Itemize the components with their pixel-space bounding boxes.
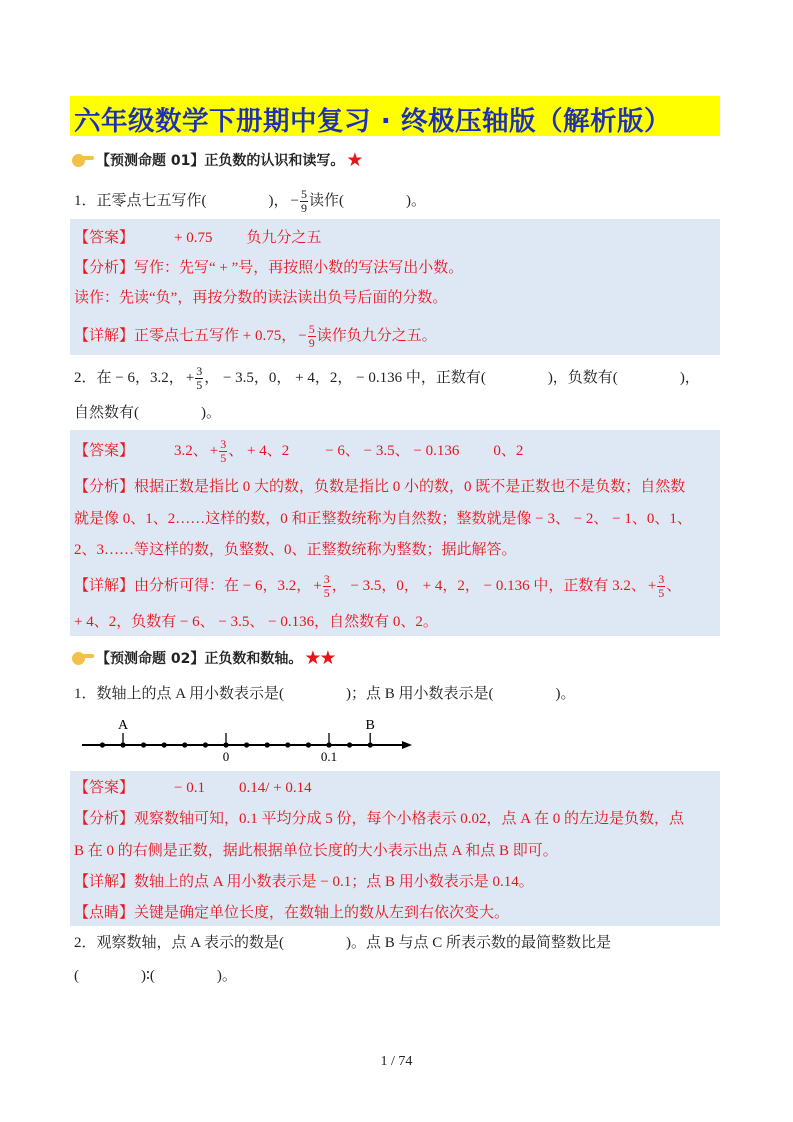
fraction-sign: +	[313, 578, 322, 594]
text: 2、3……等这样的数，负整数、0、正整数统称为整数；据此解答。	[74, 542, 517, 558]
text: + 0.75	[174, 230, 213, 246]
text: 、 + 4、2	[228, 443, 290, 459]
text: 【详解】数轴上的点 A 用小数表示是 − 0.1；点 B 用小数表示是 0.14。	[74, 874, 534, 890]
denominator: 5	[196, 377, 203, 392]
text: )。点 B 与点 C 所表示数的最简整数比是	[346, 935, 612, 951]
page-number: 1 / 74	[380, 1054, 413, 1069]
denominator: 9	[300, 200, 307, 215]
text: )∶(	[141, 968, 155, 984]
text: 1．正零点七五写作(	[74, 193, 207, 209]
star-icon: ★★	[304, 647, 335, 669]
text: 读作：先读“负”，再按分数的读法读出负号后面的分数。	[74, 290, 448, 306]
text: 、	[666, 578, 682, 594]
text: )，	[268, 193, 289, 209]
numerator: 5	[300, 186, 307, 201]
fraction-sign: −	[298, 328, 307, 344]
tick-dot	[244, 742, 249, 747]
text: )；点 B 用小数表示是(	[346, 686, 494, 702]
text: 【答案】	[74, 230, 135, 246]
text: 0.14/ + 0.14	[238, 780, 312, 796]
text: 【详解】由分析可得：在 − 6，3.2，	[74, 578, 312, 594]
text: )。	[555, 686, 576, 702]
text: 【分析】根据正数是指比 0 大的数，负数是指比 0 小的数，0 既不是正数也不是负数；自然数	[74, 479, 686, 495]
heading-text: 【预测命题 01】正负数的认识和读写。	[96, 153, 345, 169]
numerator: 5	[308, 321, 315, 336]
text: 负九分之五	[246, 230, 322, 246]
text: 自然数有(	[74, 405, 139, 421]
text: 【点睛】关键是确定单位长度，在数轴上的数从左到右依次变大。	[74, 905, 510, 921]
denominator: 5	[658, 585, 665, 600]
text: ， − 3.5，0， + 4，2， − 0.136 中，正数有(	[204, 370, 486, 386]
denominator: 5	[323, 585, 330, 600]
text: B 在 0 的右侧是正数，据此根据单位长度的大小表示出点 A 和点 B 即可。	[74, 843, 558, 859]
text: 读作(	[308, 193, 344, 209]
text: − 0.1	[174, 780, 205, 796]
tick-label: 0.1	[320, 749, 338, 764]
text: 2．观察数轴，点 A 表示的数是(	[74, 935, 285, 951]
text: 就是像 0、1、2……这样的数，0 和正整数统称为自然数；整数就是像 − 3、 − 2、 − 1、0、1、	[74, 511, 692, 527]
text: )。	[216, 968, 237, 984]
text: 1．数轴上的点 A 用小数表示是(	[74, 686, 285, 702]
tick-dot	[203, 742, 208, 747]
text: 读作负九分之五。	[316, 328, 437, 344]
numerator: 3	[196, 363, 203, 378]
tick-dot	[141, 742, 146, 747]
fraction-sign: +	[647, 578, 657, 594]
axis-arrow-icon	[402, 741, 412, 749]
text: 【详解】正零点七五写作 + 0.75，	[74, 328, 297, 344]
text: )，	[679, 370, 700, 386]
denominator: 5	[220, 450, 227, 465]
numerator: 3	[220, 436, 227, 451]
text: 【答案】	[74, 780, 135, 796]
text: − 6、 − 3.5、 − 0.136	[325, 443, 460, 459]
numerator: 3	[323, 571, 330, 586]
tick-dot	[285, 742, 290, 747]
tick-dot	[162, 742, 167, 747]
tick-dot	[347, 742, 352, 747]
fraction-sign: +	[185, 370, 195, 386]
text: + 4、2，负数有 − 6、 − 3.5、 − 0.136，自然数有 0、2。	[74, 614, 438, 630]
text: )。	[405, 193, 426, 209]
text: 【分析】观察数轴可知，0.1 平均分成 5 份，每个小格表示 0.02，点 A 在 0 的左边是负数，点	[74, 811, 685, 827]
tick-dot	[265, 742, 270, 747]
text: 0、2	[493, 443, 524, 459]
tick-dot	[182, 742, 187, 747]
tick-dot	[100, 742, 105, 747]
heading-text: 【预测命题 02】正负数和数轴。	[96, 651, 303, 667]
fraction-sign: +	[209, 443, 219, 459]
text: 【分析】写作：先写“ + ”号，再按照小数的写法写出小数。	[74, 260, 464, 276]
text: )，负数有(	[547, 370, 618, 386]
point-label: A	[117, 718, 129, 733]
tick-dot	[306, 742, 311, 747]
text: 2．在 − 6，3.2，	[74, 370, 184, 386]
fraction-sign: −	[290, 193, 299, 209]
text: (	[74, 968, 79, 984]
numerator: 3	[658, 571, 665, 586]
denominator: 9	[308, 335, 315, 350]
text: ， − 3.5，0， + 4，2， − 0.136 中，正数有 3.2、	[331, 578, 646, 594]
tick-label: 0	[222, 749, 230, 764]
text: 3.2、	[174, 443, 208, 459]
text: )。	[201, 405, 221, 421]
page-title: 六年级数学下册期中复习 · 终极压轴版（解析版）	[74, 106, 672, 137]
text: 【答案】	[74, 443, 135, 459]
point-label: B	[365, 718, 375, 733]
star-icon: ★	[346, 149, 362, 171]
